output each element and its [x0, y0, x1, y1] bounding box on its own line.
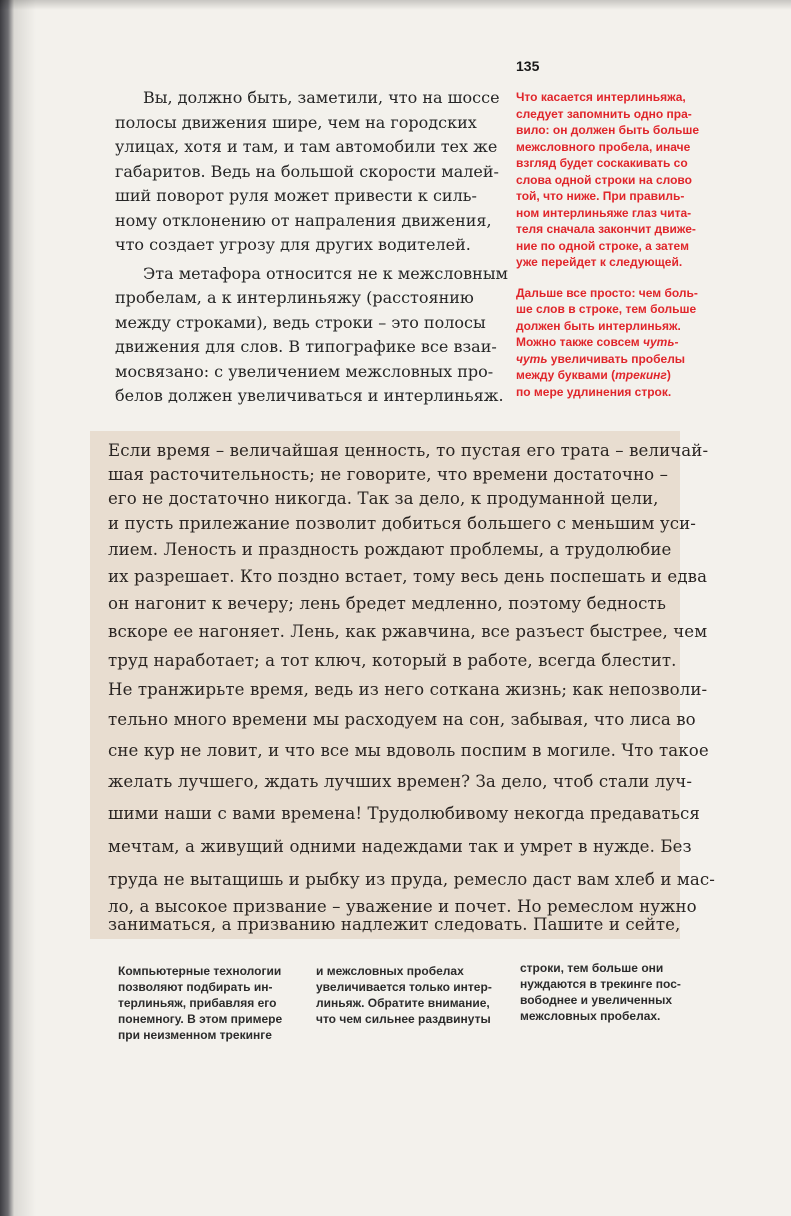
sample-line: желать лучшего, ждать лучших времен? За дело, чтоб стали луч-	[108, 772, 693, 791]
text-line: ному отклонению от напраления движения,	[115, 210, 492, 230]
caption-line: линьяж. Обратите внимание,	[316, 996, 490, 1010]
page-number: 135	[516, 58, 540, 74]
sample-line: шая расточительность; не говорите, что времени достаточно –	[108, 465, 669, 484]
sidebar-line: той, что ниже. При правиль-	[516, 189, 685, 203]
sidebar-text: между буквами (	[516, 368, 616, 382]
sidebar-line: межсловного пробела, иначе	[516, 139, 691, 154]
sidebar-line: ном интерлиньяже глаз чита-	[516, 205, 692, 220]
sidebar-line: Что касается интерлиньяжа,	[516, 90, 686, 104]
text-line: мосвязано: с увеличением межсловных про-	[115, 361, 494, 381]
caption-line: строки, тем больше они	[520, 961, 664, 975]
sample-line: заниматься, а призванию надлежит следовать. Пашите и сейте,	[108, 915, 681, 934]
sample-line: его не достаточно никогда. Так за дело, к продуманной цели,	[108, 489, 659, 508]
sample-line: труда не вытащишь и рыбку из пруда, ремесло даст вам хлеб и мас-	[108, 870, 715, 889]
sample-line: сне кур не ловит, и что все мы вдоволь поспим в могиле. Что такое	[108, 741, 709, 760]
caption-line: что чем сильнее раздвинуты	[316, 1012, 491, 1026]
text-line: Эта метафора относится не к межсловным	[143, 263, 508, 283]
sidebar-text: Можно также совсем	[516, 335, 643, 349]
sidebar-line: должен быть интерлиньяж.	[516, 318, 681, 333]
caption-line: понемногу. В этом примере	[118, 1012, 283, 1026]
caption-column-3	[520, 960, 700, 1024]
sidebar-text: увеличивать пробелы	[547, 351, 686, 366]
main-paragraph-2	[115, 262, 508, 409]
sample-line: лием. Леность и праздность рождают проблемы, а трудолюбие	[108, 540, 672, 559]
sidebar-line: по мере удлинения строк.	[516, 384, 672, 399]
caption-line: вободнее и увеличенных	[520, 993, 673, 1007]
main-text-column	[115, 86, 508, 409]
top-edge-shadow	[0, 0, 791, 10]
text-line: улицах, хотя и там, и там автомобили тех же	[115, 137, 498, 156]
sidebar-line	[516, 334, 716, 351]
sample-line: труд наработает; а тот ключ, который в работе, всегда блестит.	[108, 651, 677, 670]
text-line: движения для слов. В типографике все взаи-	[115, 337, 497, 356]
sample-line: их разрешает. Кто поздно встает, тому весь день поспешать и едва	[108, 567, 708, 586]
sample-line: и пусть прилежание позволит добиться большего с меньшим уси-	[108, 514, 696, 533]
text-line: Вы, должно быть, заметили, что на шоссе	[143, 88, 500, 107]
text-line: габаритов. Ведь на большой скорости малей-	[115, 161, 499, 181]
sample-line: мечтам, а живущий одними надеждами так и умрет в нужде. Без	[108, 837, 692, 856]
sidebar-line: вило: он должен быть больше	[516, 123, 700, 137]
sidebar-line: Дальше все просто: чем боль-	[516, 285, 698, 300]
sidebar-line: следует запомнить одно пра-	[516, 106, 692, 121]
caption-line: позволяют подбирать ин-	[118, 980, 273, 994]
sample-line: он нагонит к вечеру; лень бредет медленно, поэтому бедность	[108, 594, 666, 613]
sample-line: ло, а высокое призвание – уважение и почет. Но ремеслом нужно	[108, 897, 697, 916]
sidebar-line: теля сначала закончит движе-	[516, 222, 696, 236]
sample-line: шими наши с вами времена! Трудолюбивому некогда предаваться	[108, 804, 700, 823]
sidebar-line: ше слов в строке, тем больше	[516, 302, 697, 316]
caption-line: и межсловных пробелах	[316, 964, 464, 978]
sidebar-italic-text: чуть	[516, 351, 548, 366]
sidebar-note	[516, 89, 716, 400]
text-line: что создает угрозу для других водителей.	[115, 235, 471, 254]
gutter-shadow	[14, 0, 36, 1216]
sample-line: Не транжирьте время, ведь из него соткана жизнь; как непозволи-	[108, 680, 708, 699]
sample-line: Если время – величайшая ценность, то пустая его трата – величай-	[108, 441, 709, 460]
sidebar-line: слова одной строки на слово	[516, 172, 692, 187]
caption-line: Компьютерные технологии	[118, 964, 282, 978]
caption-column-1	[118, 963, 298, 1043]
caption-column-2	[316, 963, 496, 1027]
text-line: белов должен увеличиваться и интерлиньяж.	[115, 386, 504, 405]
caption-line: терлиньяж, прибавляя его	[118, 996, 277, 1010]
sidebar-text: )	[666, 368, 671, 382]
book-spine-shadow	[0, 0, 14, 1216]
sidebar-italic-text: чуть-	[642, 335, 679, 349]
sidebar-italic-text: трекинг	[615, 368, 667, 382]
sample-line: вскоре ее нагоняет. Лень, как ржавчина, все разъест быстрее, чем	[108, 622, 708, 641]
caption-line: межсловных пробелах.	[520, 1009, 661, 1023]
text-line: между строками), ведь строки – это полосы	[115, 312, 486, 332]
sidebar-line	[516, 367, 716, 384]
caption-line: увеличивается только интер-	[316, 980, 492, 994]
sidebar-line: взгляд будет соскакивать со	[516, 156, 688, 170]
sidebar-line	[516, 351, 716, 368]
text-line: ший поворот руля может привести к силь-	[115, 186, 477, 205]
caption-line: нуждаются в трекинге пос-	[520, 977, 681, 991]
sidebar-line: уже перейдет к следующей.	[516, 255, 683, 269]
caption-line: при неизменном трекинге	[118, 1028, 272, 1042]
main-paragraph-1	[115, 86, 500, 258]
text-line: пробелам, а к интерлиньяжу (расстоянию	[115, 288, 474, 307]
sample-line: тельно много времени мы расходуем на сон, забывая, что лиса во	[108, 710, 696, 729]
sidebar-line: ние по одной строке, а затем	[516, 238, 689, 253]
text-line: полосы движения шире, чем на городских	[115, 112, 477, 132]
